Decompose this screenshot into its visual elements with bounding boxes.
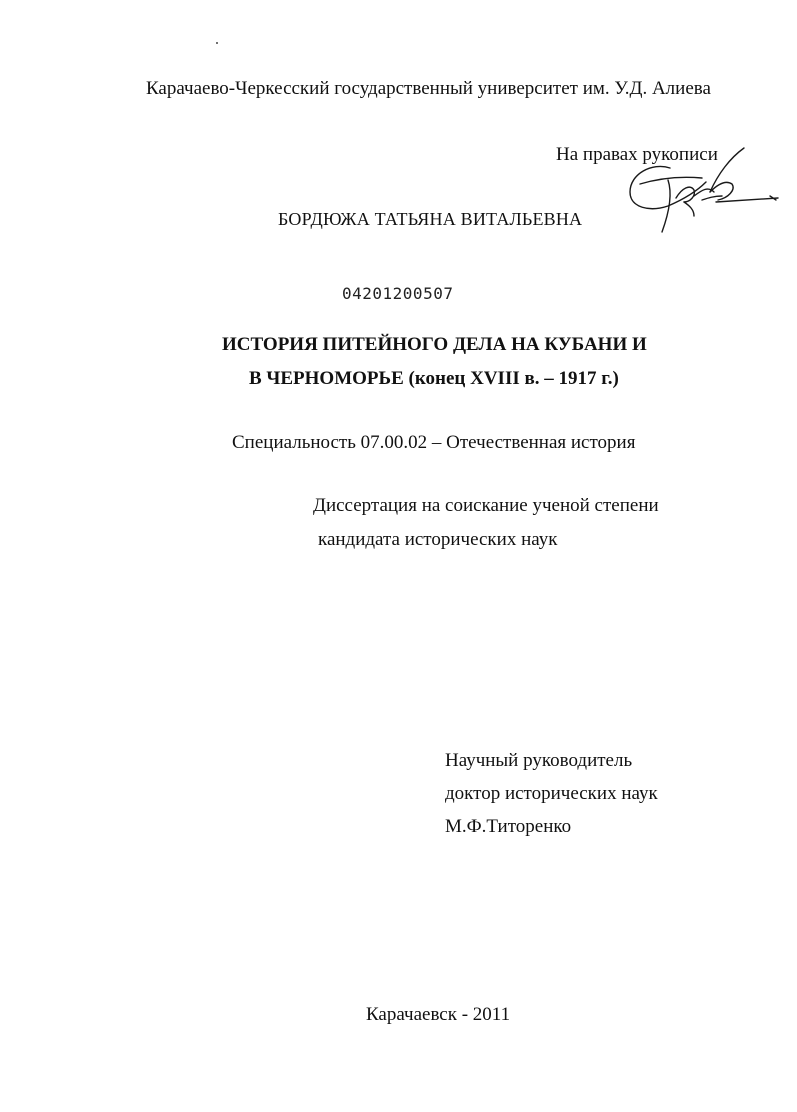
- dissertation-title-line-1: ИСТОРИЯ ПИТЕЙНОГО ДЕЛА НА КУБАНИ И: [222, 334, 647, 355]
- university-name: Карачаево-Черкесский государственный университет им. У.Д. Алиева: [146, 78, 711, 99]
- dissertation-degree-line-1: Диссертация на соискание ученой степени: [313, 495, 659, 516]
- supervisor-name: М.Ф.Титоренко: [445, 816, 572, 837]
- manuscript-rights-note: На правах рукописи: [556, 144, 718, 165]
- dissertation-title-line-2: В ЧЕРНОМОРЬЕ (конец XVIII в. – 1917 г.): [249, 368, 619, 389]
- dissertation-degree-line-2: кандидата исторических наук: [318, 529, 558, 550]
- specialty-line: Специальность 07.00.02 – Отечественная история: [232, 432, 636, 453]
- registry-number: 04201200507: [342, 284, 454, 303]
- signature-mark: [610, 140, 782, 240]
- author-name: БОРДЮЖА ТАТЬЯНА ВИТАЛЬЕВНА: [278, 209, 583, 229]
- supervisor-degree: доктор исторических наук: [445, 783, 658, 804]
- city-year: Карачаевск - 2011: [366, 1004, 511, 1025]
- supervisor-role: Научный руководитель: [445, 750, 633, 771]
- scan-speck: [216, 42, 218, 44]
